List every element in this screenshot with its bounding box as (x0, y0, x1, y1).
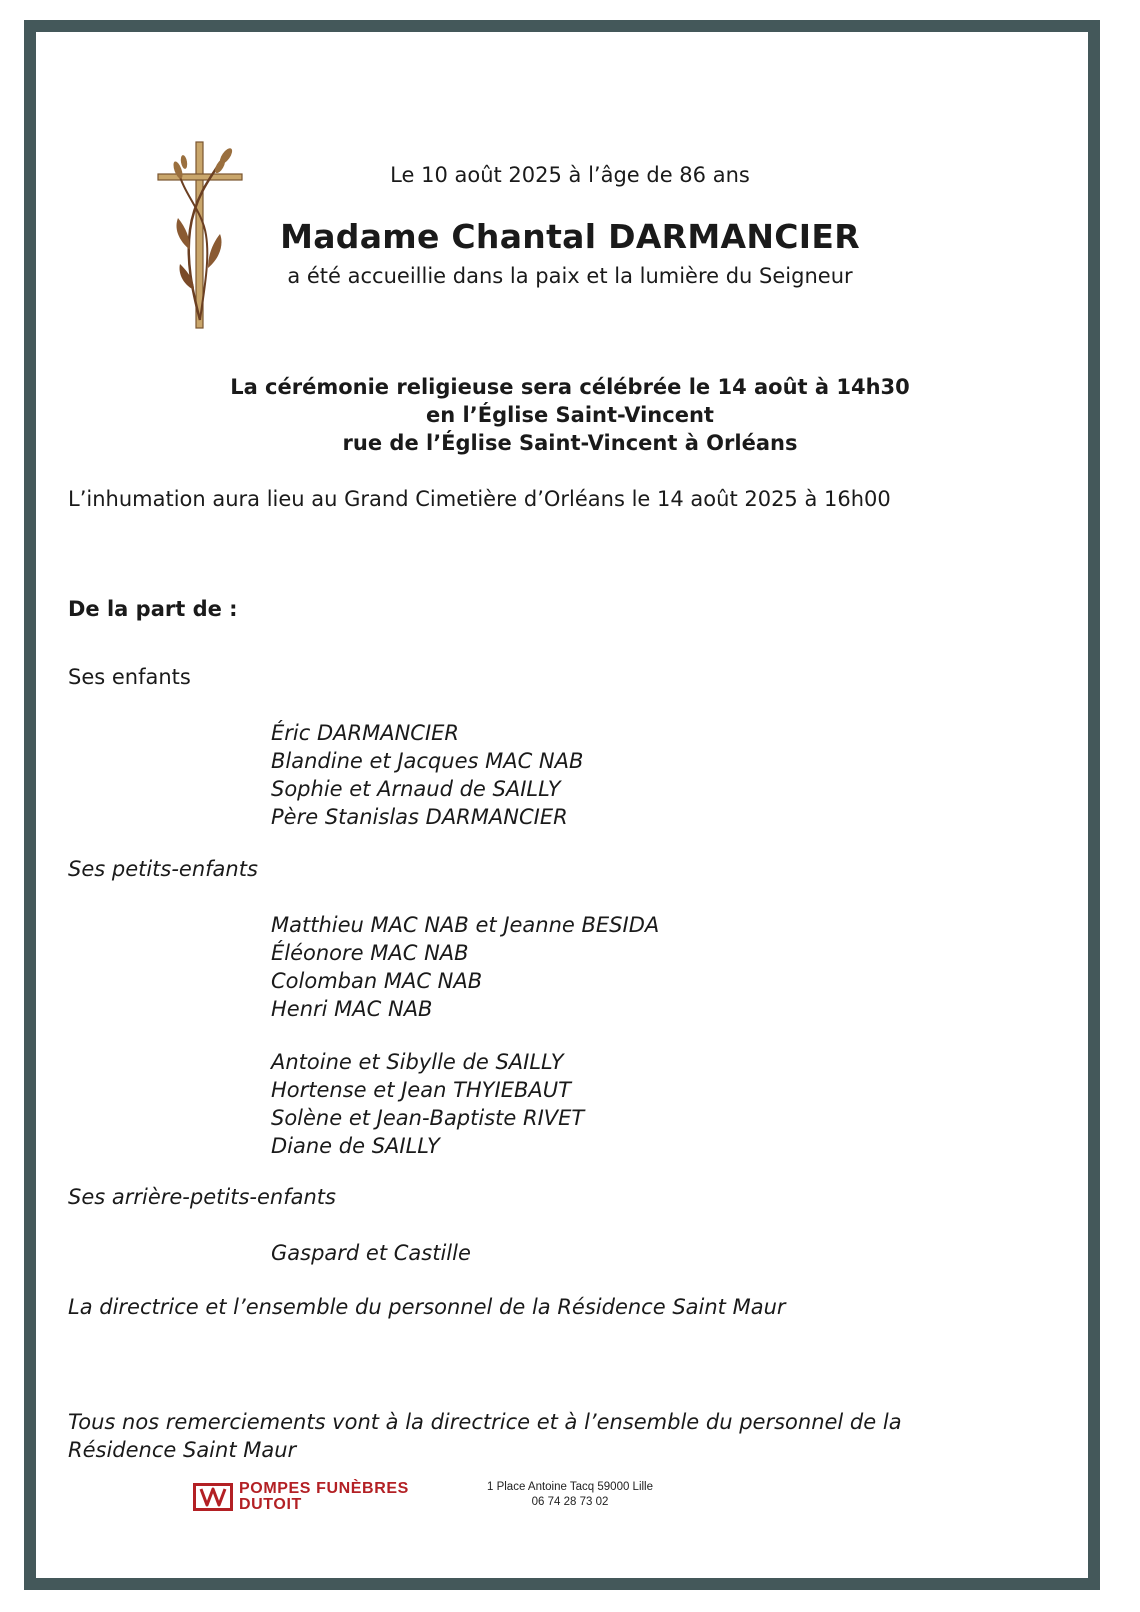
family-member: Blandine et Jacques MAC NAB (271, 749, 584, 773)
grandchildren-label: Ses petits-enfants (68, 857, 258, 881)
thanks-line-1: Tous nos remerciements vont à la directrice et à l’ensemble du personnel de la (68, 1410, 902, 1434)
family-member: Gaspard et Castille (271, 1241, 471, 1265)
logo-line-2: DUTOIT (239, 1496, 302, 1513)
funeral-home-logo (193, 1479, 443, 1517)
great-grandchildren-list (271, 1239, 471, 1267)
grandchildren-list-2 (271, 1048, 584, 1160)
family-member: Hortense et Jean THYIEBAUT (271, 1078, 571, 1102)
family-member: Colomban MAC NAB (271, 969, 483, 993)
family-member: Solène et Jean-Baptiste RIVET (271, 1106, 585, 1130)
family-member: Sophie et Arnaud de SAILLY (271, 777, 561, 801)
family-member: Diane de SAILLY (271, 1134, 440, 1158)
footer-phone: 06 74 28 73 02 (531, 1496, 609, 1508)
thanks-paragraph (68, 1408, 902, 1464)
family-member: Éléonore MAC NAB (271, 941, 469, 965)
ceremony-line-2: en l’Église Saint-Vincent (426, 403, 714, 427)
burial-info: L’inhumation aura lieu au Grand Cimetière d’Orléans le 14 août 2025 à 16h00 (68, 487, 891, 511)
children-label: Ses enfants (68, 665, 191, 689)
family-member: Antoine et Sibylle de SAILLY (271, 1050, 564, 1074)
logo-text (239, 1481, 409, 1513)
family-member: Henri MAC NAB (271, 997, 433, 1021)
family-member: Éric DARMANCIER (271, 721, 459, 745)
great-grandchildren-label: Ses arrière-petits-enfants (68, 1185, 336, 1209)
family-member: Matthieu MAC NAB et Jeanne BESIDA (271, 913, 660, 937)
pompes-funebres-logo-icon (193, 1483, 233, 1511)
grandchildren-list-1 (271, 911, 659, 1023)
deceased-name: Madame Chantal DARMANCIER (280, 217, 860, 256)
family-member: Père Stanislas DARMANCIER (271, 805, 568, 829)
from-label: De la part de : (68, 597, 238, 621)
staff-line: La directrice et l’ensemble du personnel de la Résidence Saint Maur (68, 1295, 786, 1319)
thanks-line-2: Résidence Saint Maur (68, 1438, 297, 1462)
welcome-line: a été accueillie dans la paix et la lumière du Seigneur (287, 264, 853, 288)
date-age-line: Le 10 août 2025 à l’âge de 86 ans (390, 163, 750, 187)
ceremony-line-1: La cérémonie religieuse sera célébrée le 14 août à 14h30 (230, 375, 910, 399)
footer-address: 1 Place Antoine Tacq 59000 Lille (486, 1481, 654, 1493)
children-list (271, 719, 583, 831)
ceremony-line-3: rue de l’Église Saint-Vincent à Orléans (342, 431, 798, 455)
logo-line-1: POMPES FUNÈBRES (239, 1480, 409, 1497)
